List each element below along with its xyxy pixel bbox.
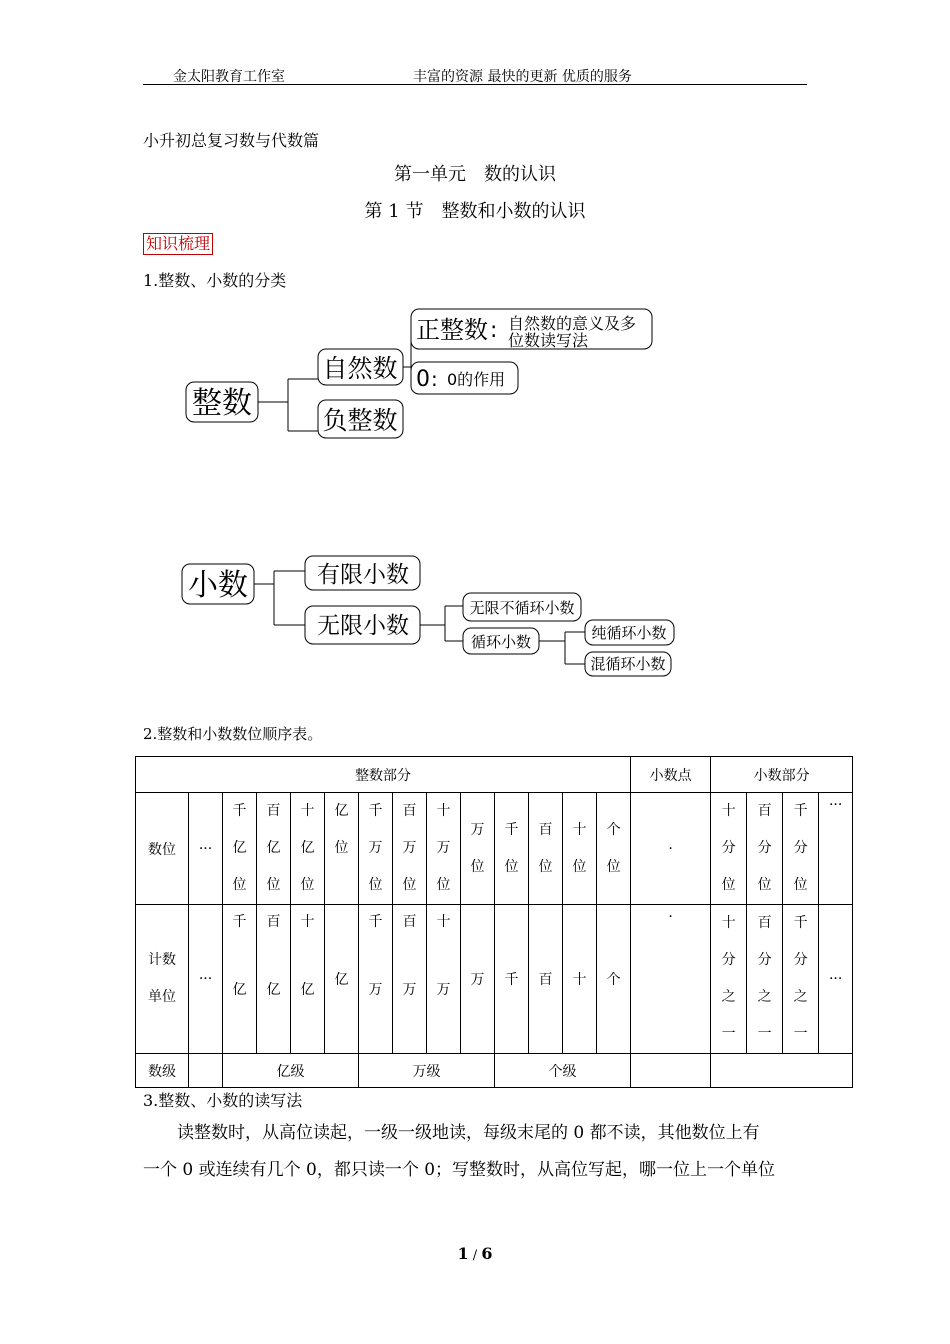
non-repeating-label: 无限不循环小数 — [469, 599, 575, 617]
sec3-line-1: 读整数时，从高位读起，一级一级地读，每级末尾的 0 都不读，其他数位上有 — [143, 1123, 760, 1143]
digit-row-label: 数位 — [136, 793, 189, 905]
page-total: 6 — [481, 1244, 493, 1263]
svg-text::: : — [431, 367, 438, 391]
page-number: 1 / 6 — [457, 1244, 493, 1263]
knowledge-tag: 知识梳理 — [143, 233, 213, 255]
positive-note-1: 自然数的意义及多 — [508, 314, 637, 333]
positive-note-2: 位数读写法 — [508, 331, 589, 350]
header-left: 金太阳教育工作室 — [173, 69, 285, 85]
mixed-repeating-label: 混循环小数 — [590, 655, 666, 673]
pure-repeating-label: 纯循环小数 — [591, 624, 667, 642]
natural-label: 自然数 — [322, 354, 398, 383]
svg-text::: : — [490, 318, 498, 343]
place-value-table — [135, 756, 853, 1088]
header-decimal-part: 小数部分 — [711, 757, 853, 793]
sec3-heading: 3.整数、小数的读写法 — [143, 1091, 303, 1110]
header-integer-part: 整数部分 — [136, 757, 631, 793]
decimal-root-label: 小数 — [188, 568, 248, 603]
digit-row: 数位 ··· 千 亿 位 百 亿 位 十 亿 位 亿 位 千 万 位 百 万 位 十 万 位 万 位 千 位 百 位 十 位 个 位 · 十 分 位 百 分 位 千 分 位 ··· — [136, 793, 853, 905]
negative-label: 负整数 — [322, 406, 398, 435]
digit-point: · — [631, 793, 711, 905]
integer-root-label: 整数 — [192, 386, 252, 421]
unit-point: · — [631, 905, 711, 1054]
infinite-label: 无限小数 — [317, 613, 409, 639]
unit-row-label: 计数 单位 — [136, 905, 189, 1054]
level-ge: 个级 — [495, 1054, 631, 1088]
zero-label: 0 — [416, 367, 430, 392]
doc-title: 小升初总复习数与代数篇 — [143, 131, 320, 150]
repeating-label: 循环小数 — [470, 633, 532, 651]
level-yi: 亿级 — [223, 1054, 359, 1088]
section-title: 第 1 节 整数和小数的认识 — [364, 201, 586, 222]
header-decimal-point: 小数点 — [631, 757, 711, 793]
decimal-unit-ellipsis: ··· — [819, 905, 853, 1054]
decimal-digit-ellipsis: ··· — [819, 793, 853, 905]
finite-label: 有限小数 — [317, 562, 409, 588]
unit-row: 计数 单位 ··· 千 亿 百 亿 十 亿 亿 千 万 百 万 十 万 万 千 百 十 个 · 十 分 之 一 百 分 之 一 千 分 之 一 ··· — [136, 905, 853, 1054]
digit-ellipsis: ··· — [189, 793, 223, 905]
zero-note: 0的作用 — [447, 370, 506, 389]
header-right: 丰富的资源 最快的更新 优质的服务 — [413, 69, 632, 85]
page-current: 1 — [457, 1244, 469, 1263]
level-row — [136, 1054, 853, 1088]
level-wan: 万级 — [359, 1054, 495, 1088]
positive-label: 正整数 — [416, 316, 488, 344]
level-row-label: 数级 — [136, 1054, 189, 1088]
unit-title: 第一单元 数的认识 — [394, 164, 556, 185]
sec1-heading: 1.整数、小数的分类 — [143, 271, 287, 290]
sec2-heading: 2.整数和小数数位顺序表。 — [143, 725, 323, 743]
sec3-line-2: 一个 0 或连续有几个 0，都只读一个 0；写整数时，从高位写起，哪一位上一个单位 — [143, 1160, 776, 1180]
unit-ellipsis: ··· — [189, 905, 223, 1054]
